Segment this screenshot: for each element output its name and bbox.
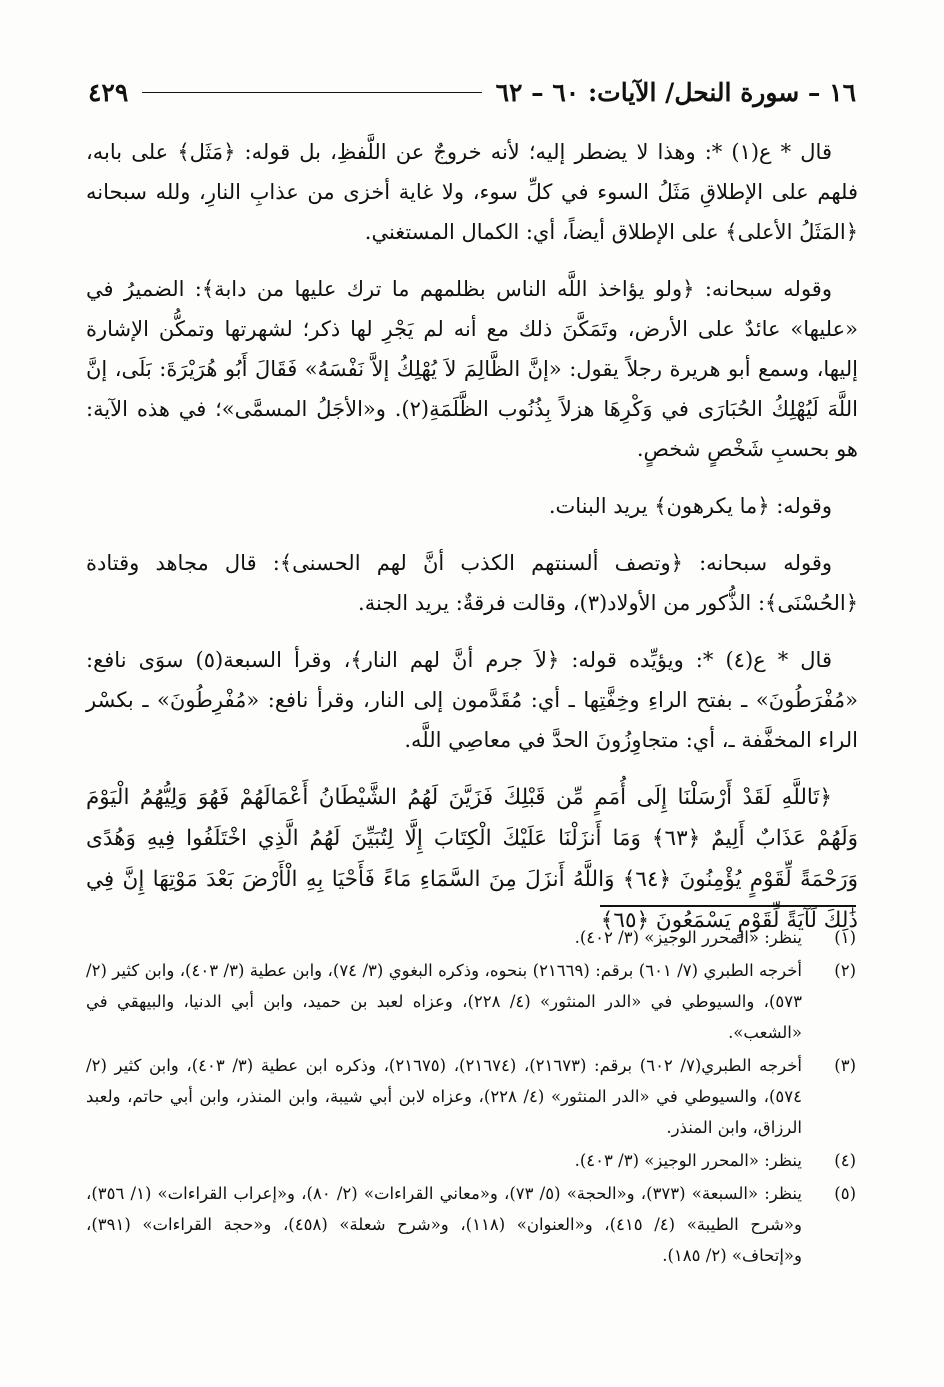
main-text bbox=[86, 132, 858, 958]
paragraph-5: قال * ع(٤) *: ويؤيِّده قوله: ﴿لاَ جرم أنَّ لهم النار﴾، وقرأ السبعة(٥) سوَى نافع: «مُفْرَطُونَ» ـ بفتح الراءِ وخِفَّتِها ـ أي: مُقَدَّمون إلى النار، وقرأ نافع: «مُفْرِطُونَ» ـ بكسْر الراء المخفَّفة ـ، أي: متجاوِزُونَ الحدَّ في معاصِي اللَّه. bbox=[86, 648, 858, 752]
footnote-number: (١) bbox=[834, 928, 856, 947]
footnote-2 bbox=[86, 955, 856, 1048]
footnote-1 bbox=[86, 922, 856, 953]
quran-verses: ﴿تَاللَّهِ لَقَدْ أَرْسَلْنَا إِلَى أُمَمٍ مِّن قَبْلِكَ فَزَيَّنَ لَهُمُ الشَّيْطَانُ أَعْمَالَهُمْ فَهُوَ وَلِيُّهُمُ الْيَوْمَ وَلَهُمْ عَذَابٌ أَلِيمٌ ﴿٦٣﴾ وَمَا أَنزَلْنَا عَلَيْكَ الْكِتَابَ إِلَّا لِتُبَيِّنَ لَهُمُ الَّذِي اخْتَلَفُوا فِيهِ وَهُدًى وَرَحْمَةً لِّقَوْمٍ يُؤْمِنُونَ ﴿٦٤﴾ وَاللَّهُ أَنزَلَ مِنَ السَّمَاءِ مَاءً فَأَحْيَا بِهِ الْأَرْضَ بَعْدَ مَوْتِهَا إِنَّ فِي ذَٰلِكَ لَآيَةً لِّقَوْمٍ يَسْمَعُونَ ﴿٦٥﴾ bbox=[86, 785, 859, 933]
page-number: ٤٢٩ bbox=[88, 77, 129, 107]
header-title: ١٦ – سورة النحل/ الآيات: ٦٠ – ٦٢ bbox=[495, 77, 856, 107]
paragraph-1: قال * ع(١) *: وهذا لا يضطر إليه؛ لأنه خروجٌ عن اللَّفظِ، بل قوله: ﴿مَثَل﴾ على بابه، فلهم على الإطلاقِ مَثَلُ السوء في كلِّ سوء، ولا غاية أخزى من عذابِ النارِ، ولله سبحانه ﴿المَثَلُ الأعلى﴾ على الإطلاق أيضاً، أي: الكمال المستغني. bbox=[86, 140, 858, 244]
paragraph-2: وقوله سبحانه: ﴿ولو يؤاخذ اللَّه الناس بظلمهم ما ترك عليها من دابة﴾: الضميرُ في «عليها» عائدٌ على الأرض، وتَمَكَّنَ ذلك مع أنه لم يَجْرِ لها ذكر؛ لشهرتها وتمكُّن الإشارة إليها، وسمع أبو هريرة رجلاً يقول: «إنَّ الظَّالِمَ لاَ يُهْلِكُ إلاَّ نَفْسَهُ» فَقَالَ أَبُو هُرَيْرَةَ: بَلَى، إنَّ اللَّهَ لَيُهْلِكُ الحُبَارَى في وَكْرِهَا هزلاً بِذُنُوب الظَّلَمَةِ(٢). و«الأجَلُ المسمَّى»؛ في هذه الآية: هو بحسبِ شَخْصٍ شخصٍ. bbox=[86, 277, 858, 461]
footnote-text: ينظر: «المحرر الوجيز» (٣/ ٤٠٣). bbox=[574, 1151, 802, 1170]
footnote-number: (٥) bbox=[834, 1184, 856, 1203]
header-rule bbox=[142, 92, 481, 93]
footnotes bbox=[86, 922, 856, 1273]
footnote-number: (٢) bbox=[834, 961, 856, 980]
footnote-text: أخرجه الطبري (٧/ ٦٠١) برقم: (٢١٦٦٩) بنحوه، وذكره البغوي (٣/ ٧٤)، وابن عطية (٣/ ٤٠٣)، وابن كثير (٢/ ٥٧٣)، والسيوطي في «الدر المنثور» (٤/ ٢٢٨)، وعزاه لعبد بن حميد، وابن أبي الدنيا، والبيهقي في «الشعب». bbox=[86, 961, 802, 1042]
footnote-3 bbox=[86, 1050, 856, 1143]
paragraph-3: وقوله: ﴿ما يكرهون﴾ يريد البنات. bbox=[548, 494, 832, 518]
footnote-number: (٣) bbox=[834, 1056, 856, 1075]
footnote-text: ينظر: «المحرر الوجيز» (٣/ ٤٠٢). bbox=[574, 928, 802, 947]
footnote-number: (٤) bbox=[834, 1151, 856, 1170]
footnote-text: ينظر: «السبعة» (٣٧٣)، و«الحجة» (٥/ ٧٣)، و«معاني القراءات» (٢/ ٨٠)، و«إعراب القراءات» (١/ ٣٥٦)، و«شرح الطيبة» (٤/ ٤١٥)، و«العنوان» (١١٨)، و«شرح شعلة» (٤٥٨)، و«حجة القراءات» (٣٩١)، و«إتحاف» (٢/ ١٨٥). bbox=[86, 1184, 802, 1265]
footnote-text: أخرجه الطبري(٧/ ٦٠٢) برقم: (٢١٦٧٣)، (٢١٦٧٤)، (٢١٦٧٥)، وذكره ابن عطية (٣/ ٤٠٣)، وابن كثير (٢/ ٥٧٤)، والسيوطي في «الدر المنثور» (٤/ ٢٢٨)، وعزاه لابن أبي شيبة، وابن المنذر، وابن أبي حاتم، ولعبد الرزاق، وابن المنذر. bbox=[86, 1056, 802, 1137]
paragraph-4: وقوله سبحانه: ﴿وتصف ألسنتهم الكذب أنَّ لهم الحسنى﴾: قال مجاهد وقتادة ﴿الحُسْنَى﴾: الذُّكور من الأولاد(٣)، وقالت فرقةٌ: يريد الجنة. bbox=[86, 551, 858, 615]
footnote-separator bbox=[600, 905, 856, 907]
running-header bbox=[88, 72, 856, 112]
footnote-4 bbox=[86, 1145, 856, 1176]
footnote-5 bbox=[86, 1178, 856, 1271]
